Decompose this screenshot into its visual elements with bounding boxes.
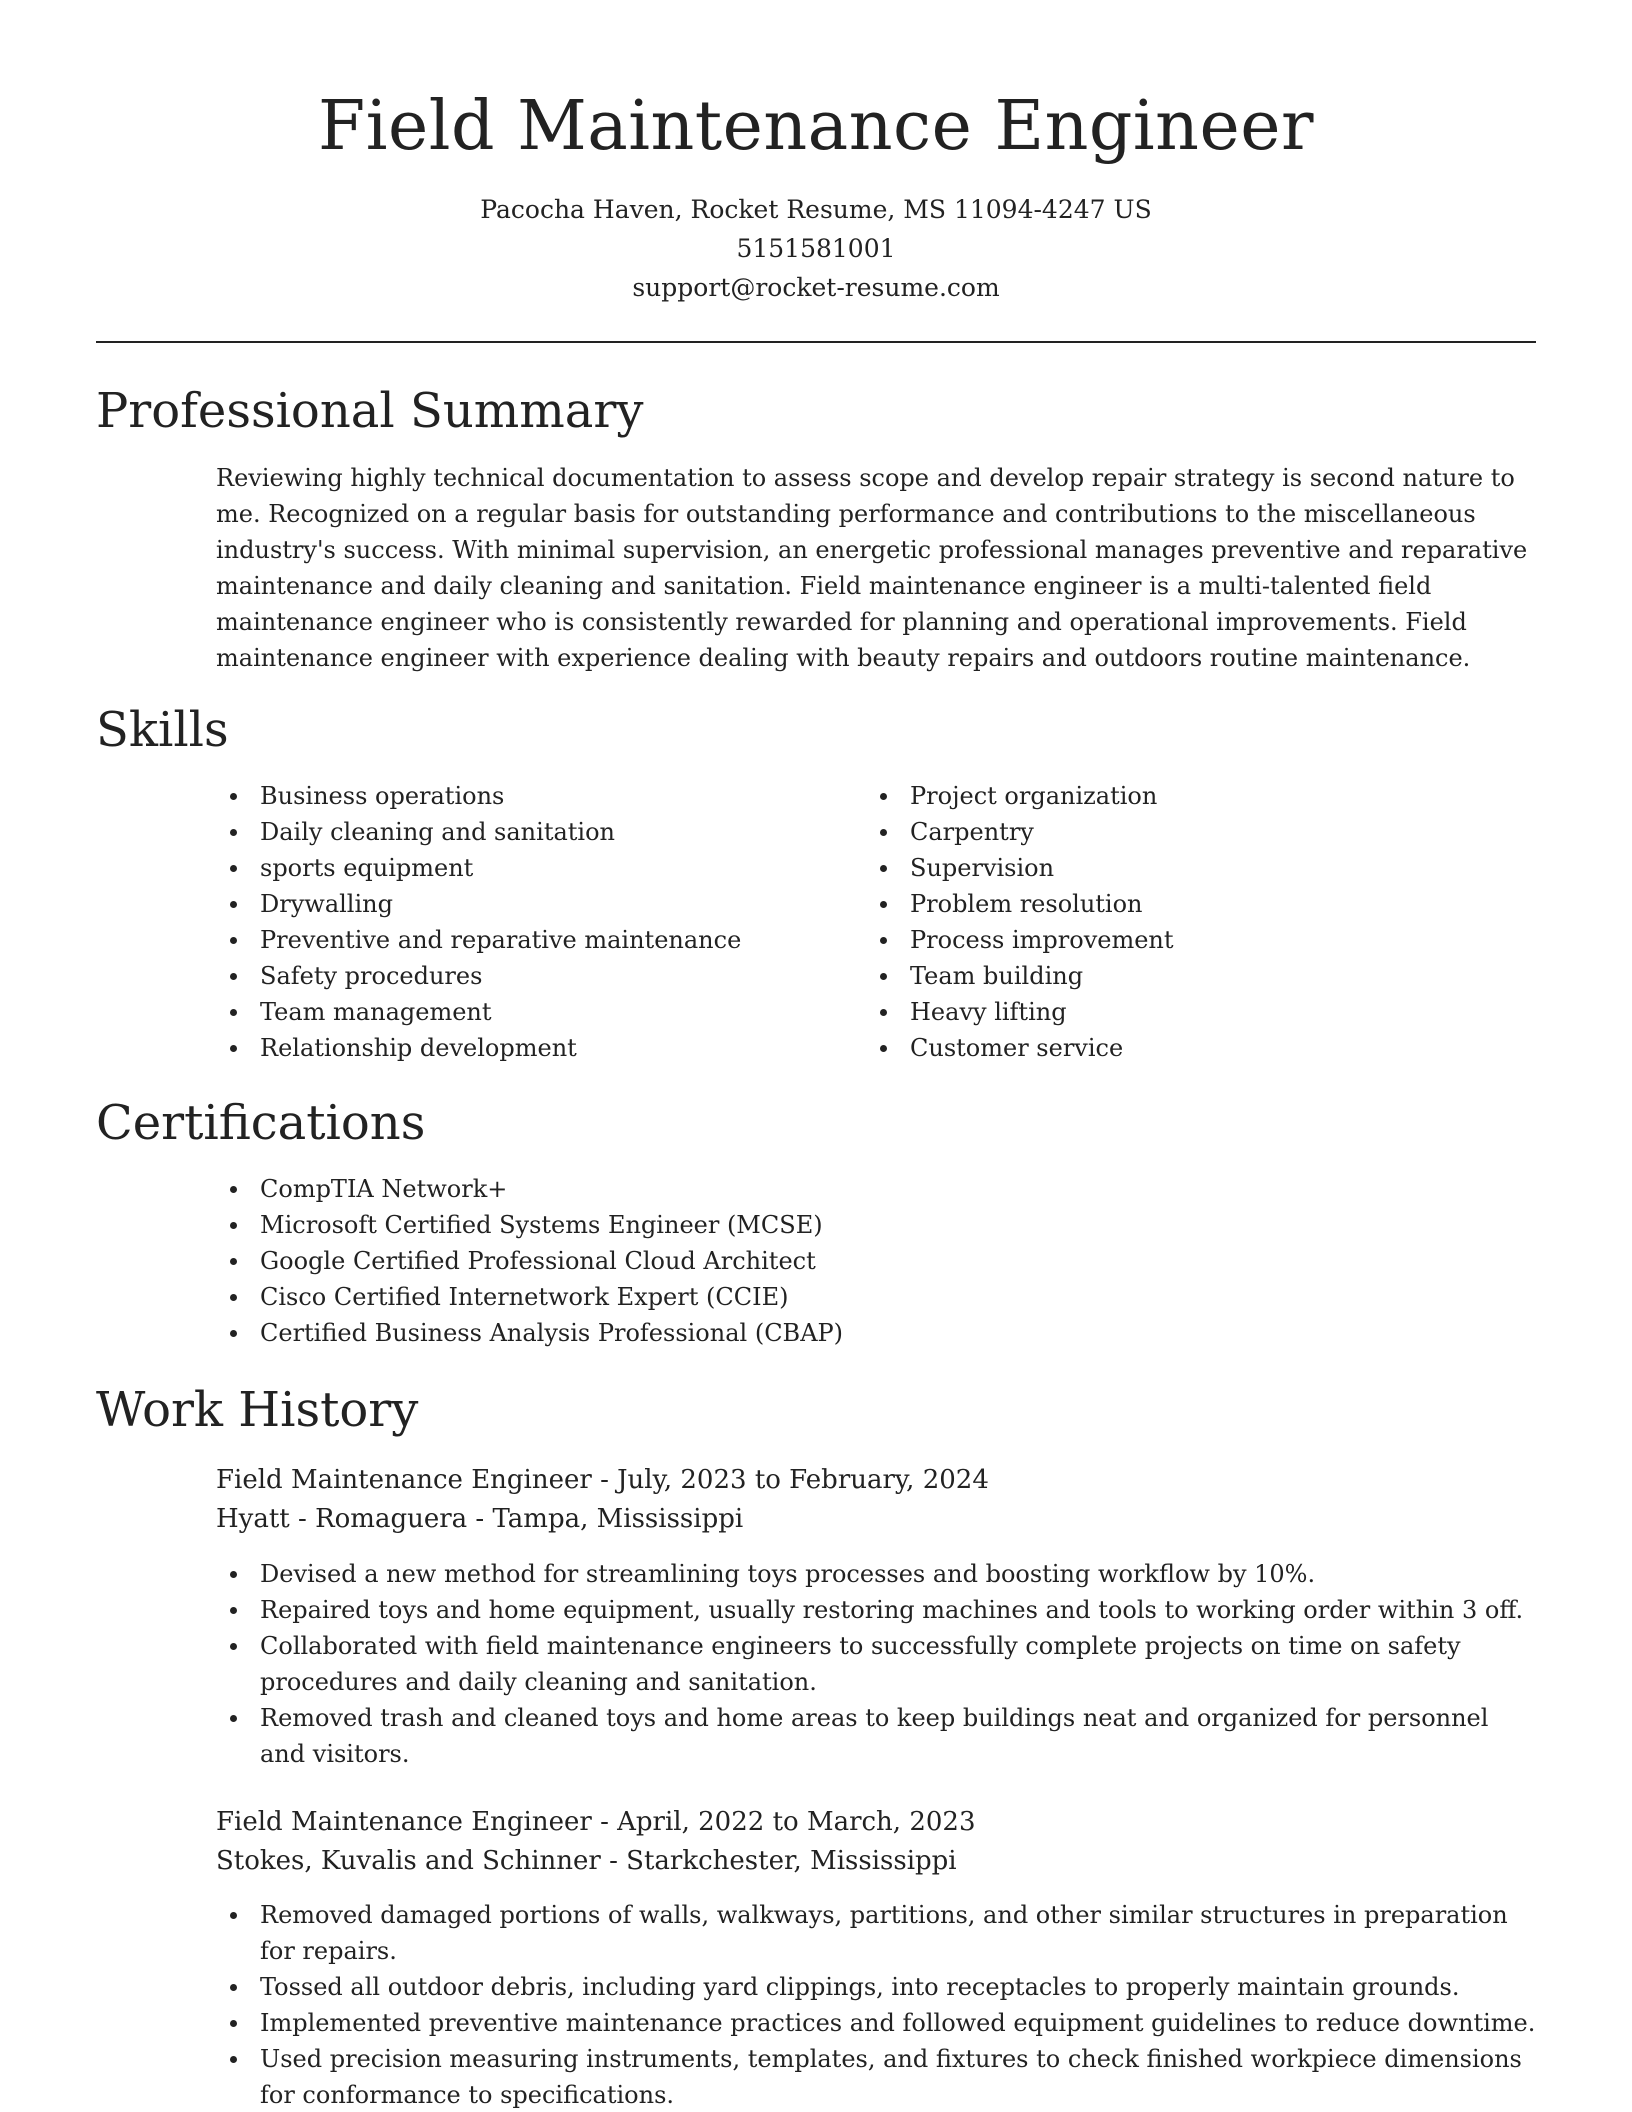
skills-heading: Skills bbox=[96, 702, 229, 758]
skill-item: Relationship development bbox=[216, 1030, 836, 1066]
skill-item: Daily cleaning and sanitation bbox=[216, 814, 836, 850]
job-bullet: Devised a new method for streamlining toys processes and boosting workflow by 10%. bbox=[216, 1556, 1540, 1592]
certification-item: Google Certified Professional Cloud Architect bbox=[216, 1243, 1540, 1279]
job-bullet: Used precision measuring instruments, templates, and fixtures to check finished workpiece dimensions for conformance to specifications. bbox=[216, 2041, 1540, 2112]
skills-list-right bbox=[866, 778, 1486, 1066]
candidate-name: Field Maintenance Engineer bbox=[318, 87, 1314, 166]
job-bullet: Removed damaged portions of walls, walkways, partitions, and other similar structures in preparation for repairs. bbox=[216, 1897, 1540, 1969]
skill-item: Business operations bbox=[216, 778, 836, 814]
certification-item: Certified Business Analysis Professional (CBAP) bbox=[216, 1315, 1540, 1351]
job-bullet: Tossed all outdoor debris, including yard clippings, into receptacles to properly maintain grounds. bbox=[216, 1969, 1540, 2005]
skills-list-left bbox=[216, 778, 836, 1066]
skill-item: Project organization bbox=[866, 778, 1486, 814]
job-bullets bbox=[216, 1897, 1540, 2112]
skill-item: Team management bbox=[216, 994, 836, 1030]
work-history-heading: Work History bbox=[96, 1382, 419, 1438]
job-bullets bbox=[216, 1556, 1540, 1772]
skill-item: Heavy lifting bbox=[866, 994, 1486, 1030]
job-bullet: Repaired toys and home equipment, usually restoring machines and tools to working order within 3 off. bbox=[216, 1592, 1540, 1628]
skill-item: Safety procedures bbox=[216, 958, 836, 994]
certifications-heading: Certifications bbox=[96, 1095, 426, 1151]
job-bullet: Removed trash and cleaned toys and home areas to keep buildings neat and organized for personnel and visitors. bbox=[216, 1700, 1540, 1772]
skill-item: Process improvement bbox=[866, 922, 1486, 958]
contact-block bbox=[96, 190, 1536, 307]
contact-email: support@rocket-resume.com bbox=[632, 273, 1000, 302]
skill-item: Customer service bbox=[866, 1030, 1486, 1066]
job-entry bbox=[216, 1803, 1540, 1881]
skill-item: sports equipment bbox=[216, 850, 836, 886]
certifications-list bbox=[216, 1171, 1540, 1351]
resume-header bbox=[96, 84, 1536, 307]
summary-heading: Professional Summary bbox=[96, 383, 644, 439]
contact-address: Pacocha Haven, Rocket Resume, MS 11094-4247 US bbox=[480, 195, 1152, 224]
skill-item: Problem resolution bbox=[866, 886, 1486, 922]
skill-item: Supervision bbox=[866, 850, 1486, 886]
job-company-line: Hyatt - Romaguera - Tampa, Mississippi bbox=[216, 1504, 744, 1534]
job-bullet: Implemented preventive maintenance practices and followed equipment guidelines to reduce downtime. bbox=[216, 2005, 1540, 2041]
certification-item: Cisco Certified Internetwork Expert (CCIE) bbox=[216, 1279, 1540, 1315]
skill-item: Carpentry bbox=[866, 814, 1486, 850]
skill-item: Preventive and reparative maintenance bbox=[216, 922, 836, 958]
job-bullet: Collaborated with field maintenance engineers to successfully complete projects on time on safety procedures and daily cleaning and sanitation. bbox=[216, 1628, 1540, 1700]
skill-item: Drywalling bbox=[216, 886, 836, 922]
certification-item: Microsoft Certified Systems Engineer (MCSE) bbox=[216, 1207, 1540, 1243]
summary-text: Reviewing highly technical documentation to assess scope and develop repair strategy is second nature to me. Recognized on a regular basis for outstanding performance and contributions to the miscellaneous industry's success. With minimal supervision, an energetic professional manages preventive and reparative maintenance and daily cleaning and sanitation. Field maintenance engineer is a multi-talented field maintenance engineer who is consistently rewarded for planning and operational improvements. Field maintenance engineer with experience dealing with beauty repairs and outdoors routine maintenance. bbox=[216, 464, 1528, 672]
skill-item: Team building bbox=[866, 958, 1486, 994]
contact-phone: 5151581001 bbox=[736, 234, 896, 263]
job-title-line: Field Maintenance Engineer - April, 2022 to March, 2023 bbox=[216, 1807, 976, 1837]
job-entry bbox=[216, 1461, 1540, 1539]
job-title-line: Field Maintenance Engineer - July, 2023 to February, 2024 bbox=[216, 1465, 989, 1495]
header-divider bbox=[96, 341, 1536, 343]
certification-item: CompTIA Network+ bbox=[216, 1171, 1540, 1207]
job-company-line: Stokes, Kuvalis and Schinner - Starkchester, Mississippi bbox=[216, 1846, 957, 1876]
